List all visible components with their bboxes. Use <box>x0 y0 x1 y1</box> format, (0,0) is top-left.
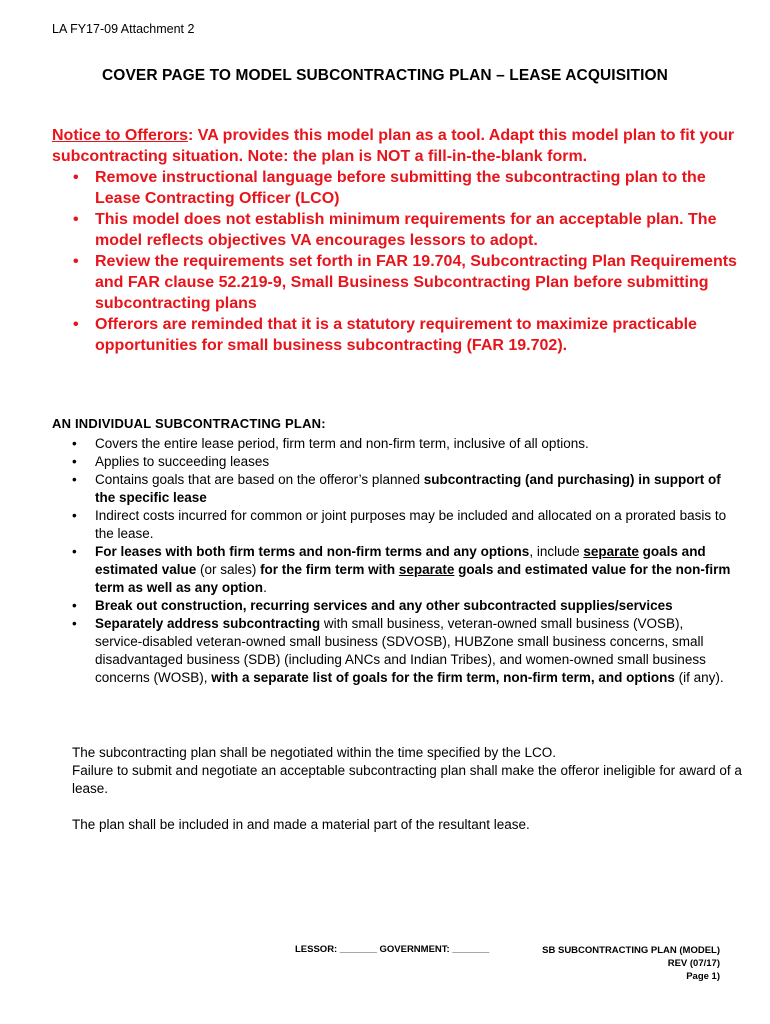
notice-colon: : <box>188 127 194 144</box>
notice-bullet-text: Offerors are reminded that it is a statutory requirement to maximize practicable opportunities for small business subcontracting (FAR 19.702). <box>95 316 697 354</box>
notice-bullet-item <box>52 251 742 314</box>
plan-item-text: . <box>263 580 267 595</box>
plan-item-text-bold: goals and estimated value for the non-firm term as well as any option <box>95 562 731 595</box>
closing-ineligibility-text: Failure to submit and negotiate an acceptable subcontracting plan shall make the offeror ineligible for award of a lease. <box>72 763 742 796</box>
individual-plan-section <box>52 415 732 687</box>
footer-page-number: Page 1) <box>686 971 720 982</box>
plan-bullet-list <box>52 435 732 687</box>
bullet-icon: • <box>73 316 79 333</box>
bullet-icon: • <box>72 472 77 487</box>
bullet-icon: • <box>72 436 77 451</box>
plan-item <box>52 435 732 453</box>
plan-item <box>52 507 732 543</box>
footer-revision: REV (07/17) <box>667 958 720 969</box>
notice-label: Notice to Offerors <box>52 127 189 144</box>
notice-text: VA provides this model plan as a tool. Adapt this model plan to fit your subcontracting situation. Note: the plan is NOT a fill-in-the-blank form. <box>52 127 735 165</box>
plan-item-text-bold: Break out construction, recurring services and any other subcontracted supplies/services <box>95 598 673 613</box>
notice-bullet-item <box>52 209 742 251</box>
notice-bullet-list <box>52 167 742 356</box>
plan-item <box>52 453 732 471</box>
notice-bullet-text: Remove instructional language before submitting the subcontracting plan to the Lease Contracting Officer (LCO) <box>95 169 706 207</box>
plan-item-text-bold-underlined: separate <box>583 544 639 559</box>
plan-item-text-bold: For leases with both firm terms and non-firm terms and any options <box>95 544 530 559</box>
bullet-icon: • <box>73 169 79 186</box>
plan-item <box>52 471 732 507</box>
plan-heading: AN INDIVIDUAL SUBCONTRACTING PLAN: <box>52 416 326 431</box>
plan-item <box>52 615 732 687</box>
closing-inclusion-text: The plan shall be included in and made a material part of the resultant lease. <box>72 817 530 832</box>
plan-item-text: (if any). <box>674 670 724 685</box>
closing-paragraphs <box>72 744 742 834</box>
bullet-icon: • <box>73 211 79 228</box>
bullet-icon: • <box>72 598 77 613</box>
bullet-icon: • <box>72 508 77 523</box>
notice-to-offerors <box>52 125 742 356</box>
plan-item-text: , include <box>529 544 584 559</box>
notice-bullet-text: Review the requirements set forth in FAR 19.704, Subcontracting Plan Requirements and FAR clause 52.219-9, Small Business Subcontracting Plan before submitting subcontracting plans <box>95 253 737 312</box>
closing-negotiation-text: The subcontracting plan shall be negotiated within the time specified by the LCO. <box>72 745 557 760</box>
page-title: COVER PAGE TO MODEL SUBCONTRACTING PLAN – LEASE ACQUISITION <box>102 67 668 84</box>
plan-item-text-bold: with a separate list of goals for the firm term, non-firm term, and options <box>211 670 675 685</box>
plan-item-text-bold-underlined: separate <box>398 562 455 577</box>
notice-bullet-item <box>52 167 742 209</box>
plan-item-text: with small business, veteran-owned small business (VOSB), service-disabled veteran-owned small business (SDVOSB), HUBZone small business concerns, small disadvantaged business (SDB) (including ANCs and Indian Tribes), and women-owned small business concerns (WOSB), <box>95 616 706 685</box>
notice-bullet-text: This model does not establish minimum requirements for an acceptable plan. The model reflects objectives VA encourages lessors to adopt. <box>95 211 717 249</box>
bullet-icon: • <box>72 454 77 469</box>
plan-item-text: Applies to succeeding leases <box>95 454 270 469</box>
notice-bullet-item <box>52 314 742 356</box>
plan-item-text-bold: goals and estimated value <box>95 544 706 577</box>
plan-item-text: (or sales) <box>196 562 261 577</box>
notice-lead <box>52 125 742 167</box>
footer-doc-info <box>542 944 720 983</box>
plan-item <box>52 597 732 615</box>
bullet-icon: • <box>72 544 77 559</box>
plan-item-text-bold: subcontracting (and purchasing) in support of the specific lease <box>95 472 721 505</box>
plan-item-text: Covers the entire lease period, firm term and non-firm term, inclusive of all options. <box>95 436 589 451</box>
plan-item-text-bold: Separately address subcontracting <box>95 616 321 631</box>
attachment-reference: LA FY17-09 Attachment 2 <box>52 22 195 36</box>
plan-item-text: Indirect costs incurred for common or joint purposes may be included and allocated on a prorated basis to the lease. <box>95 508 727 541</box>
plan-item-text: Contains goals that are based on the offeror’s planned <box>95 472 424 487</box>
plan-item-text-bold: for the firm term with <box>260 562 399 577</box>
signature-line: LESSOR: _______ GOVERNMENT: _______ <box>295 944 490 955</box>
footer-doc-name: SB SUBCONTRACTING PLAN (MODEL) <box>542 945 720 956</box>
bullet-icon: • <box>73 253 79 270</box>
plan-item <box>52 543 732 597</box>
bullet-icon: • <box>72 616 77 631</box>
